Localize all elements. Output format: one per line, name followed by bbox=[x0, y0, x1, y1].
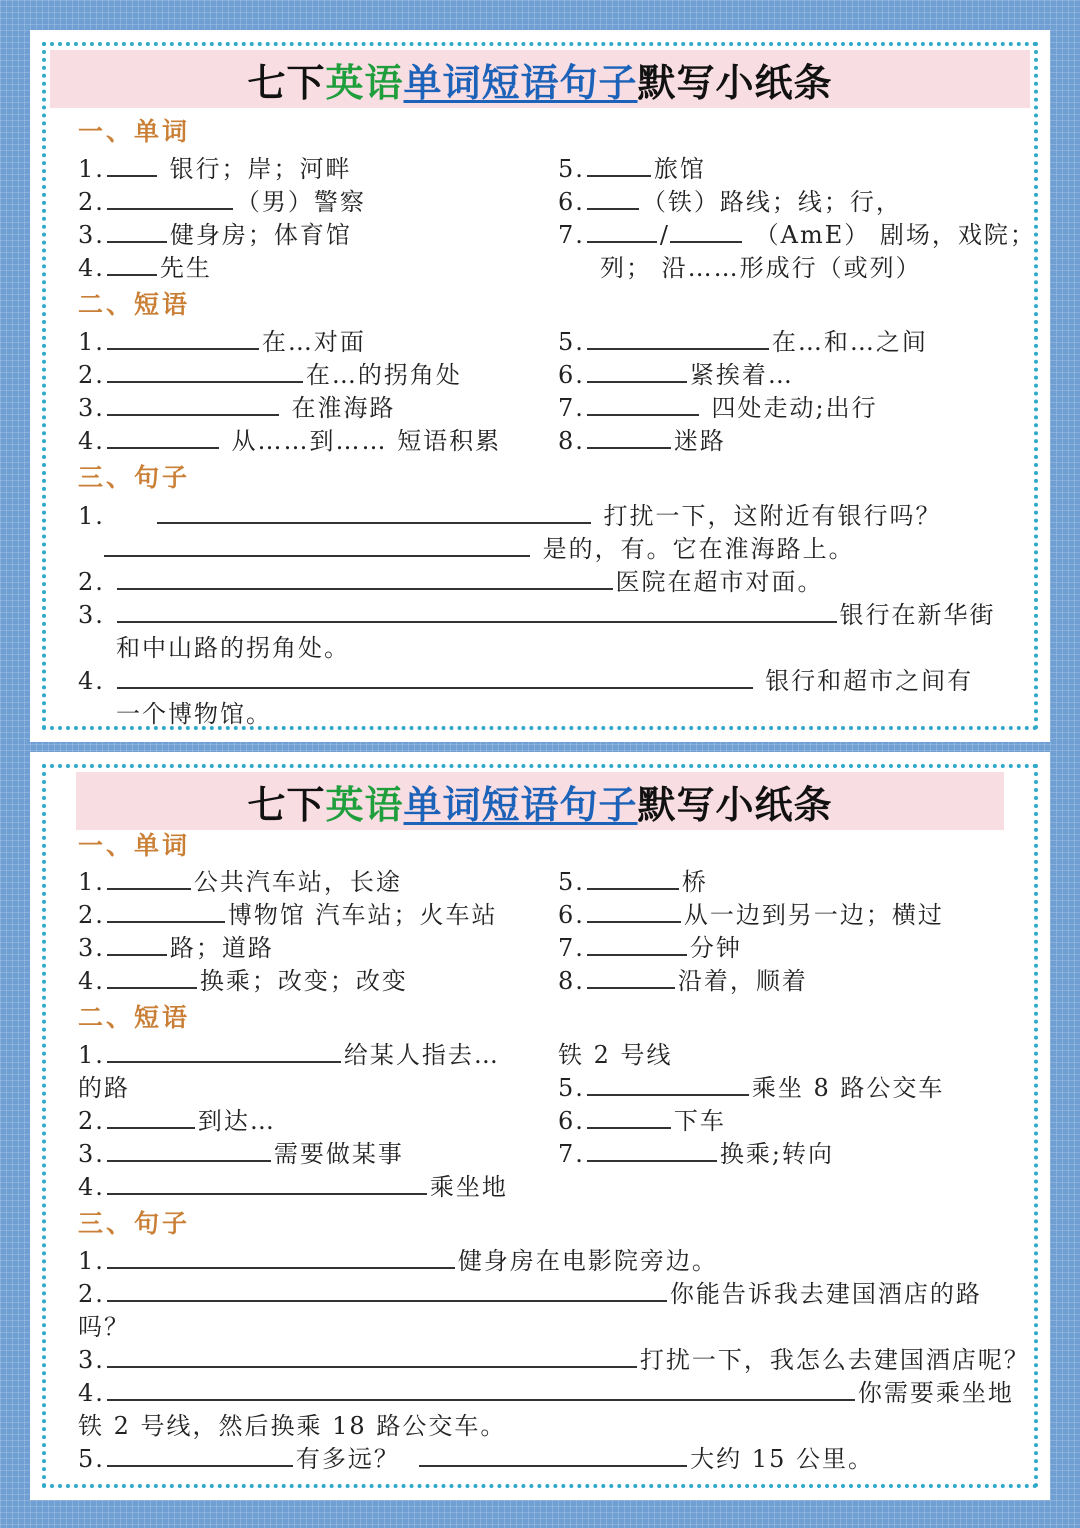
title-part-type: 默写小纸条 bbox=[637, 60, 833, 105]
phrase-item: 7. 四处走动;出行 bbox=[558, 394, 878, 422]
answer-blank[interactable] bbox=[107, 932, 167, 956]
answer-blank[interactable] bbox=[107, 1039, 341, 1063]
answer-blank[interactable] bbox=[587, 932, 687, 956]
answer-blank[interactable] bbox=[107, 1171, 427, 1195]
answer-blank[interactable] bbox=[107, 219, 167, 243]
answer-blank[interactable] bbox=[587, 219, 657, 243]
answer-blank[interactable] bbox=[107, 1138, 271, 1162]
sentence-item-continuation: 吗？ bbox=[78, 1313, 130, 1341]
answer-blank[interactable] bbox=[587, 359, 687, 383]
word-item: 5. 桥 bbox=[558, 868, 708, 896]
sentence-item-continuation: 和中山路的拐角处。 bbox=[116, 634, 350, 662]
phrase-item: 6. 紧挨着… bbox=[558, 361, 794, 389]
phrase-item-continuation: 铁 2 号线 bbox=[558, 1041, 673, 1069]
sentence-item-response: 是的，有。它在淮海路上。 bbox=[104, 533, 855, 565]
phrase-item: 1. 给某人指去… bbox=[78, 1041, 500, 1069]
word-item: 7. 分钟 bbox=[558, 934, 742, 962]
title-part-grade: 七下 bbox=[247, 60, 326, 105]
answer-blank[interactable] bbox=[587, 866, 679, 890]
answer-blank[interactable] bbox=[587, 326, 769, 350]
phrase-item: 5. 乘坐 8 路公交车 bbox=[558, 1074, 945, 1102]
answer-blank[interactable] bbox=[107, 899, 225, 923]
sentence-item: 4. 银行和超市之间有 bbox=[78, 667, 974, 695]
phrase-item: 8. 迷路 bbox=[558, 427, 726, 455]
sentence-item: 1. 健身房在电影院旁边。 bbox=[78, 1247, 718, 1275]
worksheet-card-1 bbox=[30, 30, 1050, 742]
section-heading-sentences: 三、句子 bbox=[78, 463, 191, 492]
word-item: 8. 沿着，顺着 bbox=[558, 967, 808, 995]
sentence-item: 2. 医院在超市对面。 bbox=[78, 568, 824, 596]
phrase-item: 7. 换乘;转向 bbox=[558, 1140, 834, 1168]
word-item: 6. （铁）路线；线；行， bbox=[558, 188, 902, 216]
title-part-content: 单词短语句子 bbox=[403, 60, 638, 105]
answer-blank[interactable] bbox=[107, 326, 259, 350]
answer-blank[interactable] bbox=[419, 1443, 687, 1467]
answer-blank[interactable] bbox=[587, 899, 681, 923]
answer-blank[interactable] bbox=[587, 425, 671, 449]
title-part-type: 默写小纸条 bbox=[637, 782, 833, 827]
phrase-item: 4. 从……到…… 短语积累 bbox=[78, 427, 502, 455]
answer-blank[interactable] bbox=[107, 866, 191, 890]
title-part-content: 单词短语句子 bbox=[403, 782, 638, 827]
worksheet-card-2 bbox=[30, 752, 1050, 1500]
answer-blank[interactable] bbox=[107, 392, 279, 416]
card-title bbox=[50, 50, 1030, 108]
sentence-item: 1. 打扰一下，这附近有银行吗？ bbox=[78, 502, 942, 530]
word-item: 7. / （AmE） 剧场，戏院； bbox=[558, 221, 1036, 249]
answer-blank[interactable] bbox=[587, 186, 639, 210]
word-item: 2. 博物馆 汽车站；火车站 bbox=[78, 901, 498, 929]
answer-blank[interactable] bbox=[587, 1072, 749, 1096]
section-heading-words: 一、单词 bbox=[78, 117, 191, 146]
answer-blank[interactable] bbox=[104, 533, 530, 557]
answer-blank[interactable] bbox=[107, 1278, 667, 1302]
section-heading-sentences: 三、句子 bbox=[78, 1209, 191, 1238]
section-heading-phrases: 二、短语 bbox=[78, 1003, 191, 1032]
phrase-item: 3. 在淮海路 bbox=[78, 394, 396, 422]
answer-blank[interactable] bbox=[107, 425, 219, 449]
word-item: 1. 银行；岸；河畔 bbox=[78, 155, 352, 183]
word-item: 1. 公共汽车站，长途 bbox=[78, 868, 402, 896]
answer-blank[interactable] bbox=[107, 965, 197, 989]
answer-blank[interactable] bbox=[107, 359, 303, 383]
phrase-item-continuation: 的路 bbox=[78, 1074, 130, 1102]
section-heading-phrases: 二、短语 bbox=[78, 290, 191, 319]
sentence-item: 3. 银行在新华街 bbox=[78, 601, 996, 629]
word-item-continuation: 列； 沿……形成行（或列） bbox=[600, 254, 922, 282]
word-item: 4. 先生 bbox=[78, 254, 212, 282]
answer-blank[interactable] bbox=[157, 500, 591, 524]
sentence-item-continuation: 一个博物馆。 bbox=[116, 700, 272, 728]
sentence-item: 2. 你能告诉我去建国酒店的路 bbox=[78, 1280, 982, 1308]
title-part-subject: 英语 bbox=[325, 60, 404, 105]
phrase-item: 2. 在…的拐角处 bbox=[78, 361, 462, 389]
phrase-item: 5. 在…和…之间 bbox=[558, 328, 928, 356]
word-item: 5. 旅馆 bbox=[558, 155, 706, 183]
sentence-item-continuation: 铁 2 号线，然后换乘 18 路公交车。 bbox=[78, 1412, 507, 1440]
word-item: 6. 从一边到另一边；横过 bbox=[558, 901, 944, 929]
answer-blank[interactable] bbox=[587, 392, 699, 416]
sentence-item: 3. 打扰一下，我怎么去建国酒店呢？ bbox=[78, 1346, 1030, 1374]
answer-blank[interactable] bbox=[107, 1245, 455, 1269]
title-part-grade: 七下 bbox=[247, 782, 326, 827]
phrase-item: 1. 在…对面 bbox=[78, 328, 366, 356]
section-heading-words: 一、单词 bbox=[78, 831, 191, 860]
answer-blank[interactable] bbox=[670, 219, 742, 243]
answer-blank[interactable] bbox=[107, 1377, 855, 1401]
phrase-item: 4. 乘坐地 bbox=[78, 1173, 508, 1201]
phrase-item: 2. 到达… bbox=[78, 1107, 276, 1135]
answer-blank[interactable] bbox=[107, 1105, 195, 1129]
word-item: 3. 健身房；体育馆 bbox=[78, 221, 352, 249]
answer-blank[interactable] bbox=[587, 153, 651, 177]
title-part-subject: 英语 bbox=[325, 782, 404, 827]
answer-blank[interactable] bbox=[587, 965, 675, 989]
answer-blank[interactable] bbox=[107, 252, 157, 276]
answer-blank[interactable] bbox=[107, 1344, 637, 1368]
word-item: 4. 换乘；改变；改变 bbox=[78, 967, 408, 995]
sentence-item: 5. 有多远？ 大约 15 公里。 bbox=[78, 1445, 874, 1473]
answer-blank[interactable] bbox=[107, 1443, 293, 1467]
answer-blank[interactable] bbox=[587, 1105, 671, 1129]
phrase-item: 6. 下车 bbox=[558, 1107, 726, 1135]
word-item: 2. （男）警察 bbox=[78, 188, 366, 216]
word-item: 3. 路；道路 bbox=[78, 934, 274, 962]
sentence-item: 4. 你需要乘坐地 bbox=[78, 1379, 1014, 1407]
answer-blank[interactable] bbox=[117, 665, 753, 689]
answer-blank[interactable] bbox=[587, 1138, 717, 1162]
answer-blank[interactable] bbox=[117, 599, 837, 623]
card-title bbox=[76, 772, 1004, 830]
phrase-item: 3. 需要做某事 bbox=[78, 1140, 404, 1168]
answer-blank[interactable] bbox=[107, 153, 157, 177]
answer-blank[interactable] bbox=[117, 566, 613, 590]
answer-blank[interactable] bbox=[107, 186, 233, 210]
